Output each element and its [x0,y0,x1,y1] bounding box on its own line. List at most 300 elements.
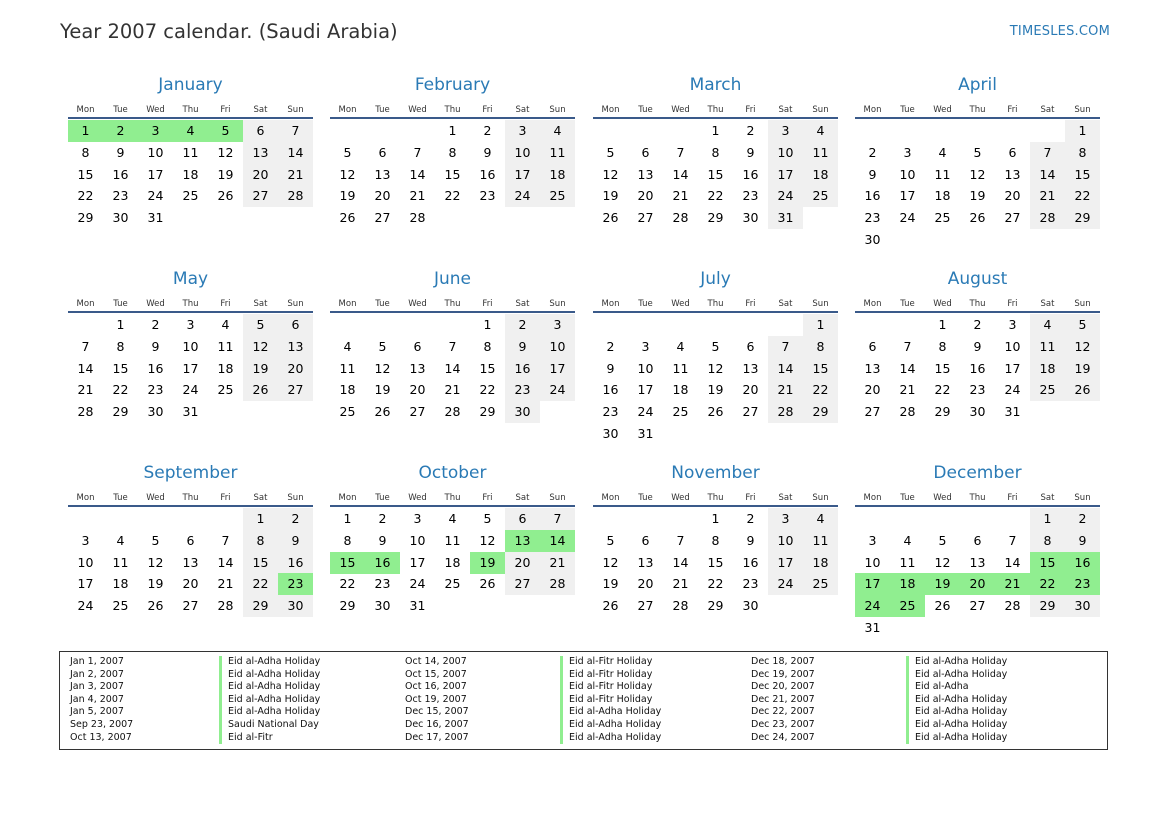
day-cell: 21 [672,576,689,592]
day-cell: 16 [112,166,129,182]
weekday-label: Thu [444,299,461,309]
weekday-label: Mon [76,105,95,115]
day-cell: 16 [969,360,986,376]
day-grid [330,508,575,648]
weekday-label: Fri [220,105,231,115]
day-cell: 31 [1004,404,1021,420]
day-cell: 22 [934,382,951,398]
day-cell: 17 [768,164,803,186]
day-cell: 11 [182,144,199,160]
day-cell: 2 [868,144,877,160]
day-cell: 26 [374,404,391,420]
day-cell: 29 [243,595,278,617]
legend-date: Dec 22, 2007 [751,706,815,718]
day-cell: 6 [868,338,877,354]
day-cell: 4 [448,511,457,526]
weekday-label: Tue [638,105,653,115]
weekday-label: Tue [113,299,128,309]
page-title: Year 2007 calendar. (Saudi Arabia) [60,20,398,43]
day-cell: 22 [803,379,838,401]
day-grid [330,120,575,260]
day-cell: 26 [217,188,234,204]
day-cell: 4 [803,120,838,142]
legend-date: Oct 13, 2007 [70,731,132,743]
day-cell: 14 [217,554,234,570]
weekday-label: Mon [863,299,882,309]
weekday-label: Tue [900,493,915,503]
day-cell: 24 [505,185,540,207]
day-cell: 8 [116,338,125,354]
holiday-day-cell: 19 [925,573,960,595]
day-cell: 9 [378,532,387,548]
day-cell: 9 [868,166,877,182]
weekday-label: Tue [900,299,915,309]
day-cell: 10 [637,360,654,376]
day-cell: 27 [742,404,759,420]
day-cell: 31 [864,620,881,635]
weekday-label: Wed [408,299,427,309]
holiday-day-cell: 1 [68,120,103,142]
weekday-label: Mon [601,493,620,503]
day-cell: 5 [343,144,352,160]
day-cell: 22 [707,188,724,204]
day-cell: 14 [409,166,426,182]
legend-holiday-name: Eid al-Adha Holiday [219,694,320,707]
day-cell: 19 [339,188,356,204]
day-cell: 27 [864,404,881,420]
day-cell: 11 [444,532,461,548]
day-cell: 5 [1065,314,1100,336]
weekday-header [593,291,838,311]
day-cell: 6 [641,144,650,160]
day-grid [593,120,838,260]
day-grid [68,508,313,648]
weekday-label: Tue [113,105,128,115]
day-cell: 22 [243,573,278,595]
day-cell: 23 [742,576,759,592]
day-cell: 15 [444,166,461,182]
legend-holiday-name: Eid al-Adha Holiday [219,706,320,719]
weekday-label: Sat [778,493,793,503]
day-grid [593,314,838,454]
day-cell: 11 [803,530,838,552]
day-cell: 12 [934,554,951,570]
day-cell: 26 [934,598,951,614]
day-cell: 8 [343,532,352,548]
day-cell: 9 [746,144,755,160]
weekday-label: Mon [863,493,882,503]
legend-date: Jan 4, 2007 [70,693,124,705]
day-cell: 8 [448,144,457,160]
day-cell: 23 [602,404,619,420]
day-cell: 5 [973,144,982,160]
month-name: September [143,463,238,483]
day-cell: 28 [540,573,575,595]
day-cell: 3 [413,511,422,526]
weekday-header [330,97,575,117]
legend-holiday-name: Eid al-Adha Holiday [906,719,1007,732]
weekday-label: Sat [515,493,530,503]
day-cell: 13 [1004,166,1021,182]
month-may [68,267,313,454]
day-cell: 28 [217,598,234,614]
day-cell: 17 [77,576,94,592]
day-cell: 14 [77,360,94,376]
day-cell: 9 [483,144,492,160]
day-cell: 18 [444,554,461,570]
weekday-label: Fri [1007,299,1018,309]
legend-date: Dec 23, 2007 [751,719,815,730]
day-cell: 13 [374,166,391,182]
day-cell: 1 [711,123,720,138]
day-cell: 20 [409,382,426,398]
day-cell: 29 [707,210,724,226]
day-cell: 20 [243,164,278,186]
weekday-header [855,291,1100,311]
day-cell: 7 [768,336,803,358]
weekday-label: Thu [969,493,986,503]
day-cell: 23 [864,210,881,226]
legend-holiday-name: Eid al-Adha Holiday [906,732,1007,745]
day-cell: 16 [505,358,540,380]
day-cell: 5 [938,532,947,548]
day-cell: 18 [803,552,838,574]
day-cell: 1 [938,317,947,332]
day-cell: 19 [602,576,619,592]
holiday-day-cell: 22 [1030,573,1065,595]
legend-holiday-name: Eid al-Fitr Holiday [560,694,652,707]
weekday-header [855,485,1100,505]
day-cell: 1 [448,123,457,138]
month-january [68,73,313,260]
holiday-day-cell: 24 [855,595,890,617]
legend-holiday-name: Eid al-Adha Holiday [560,719,661,732]
day-cell: 13 [243,142,278,164]
day-cell: 10 [409,532,426,548]
day-cell: 16 [742,166,759,182]
day-cell: 11 [672,360,689,376]
day-cell: 6 [746,338,755,354]
day-cell: 20 [742,382,759,398]
day-cell: 27 [505,573,540,595]
weekday-label: Mon [601,105,620,115]
weekday-label: Thu [707,299,724,309]
day-cell: 2 [1065,508,1100,530]
day-cell: 13 [278,336,313,358]
weekday-label: Thu [444,493,461,503]
legend-holiday-name: Eid al-Adha Holiday [906,706,1007,719]
day-cell: 29 [934,404,951,420]
day-cell: 22 [77,188,94,204]
day-cell: 30 [742,598,759,614]
day-cell: 7 [1030,142,1065,164]
day-cell: 9 [151,338,160,354]
day-cell: 6 [1008,144,1017,160]
day-cell: 11 [540,142,575,164]
day-cell: 4 [116,532,125,548]
day-cell: 14 [672,166,689,182]
day-cell: 26 [147,598,164,614]
day-cell: 6 [243,120,278,142]
legend-date: Jan 3, 2007 [70,681,124,693]
day-cell: 27 [637,210,654,226]
day-cell: 25 [934,210,951,226]
day-cell: 8 [483,338,492,354]
day-cell: 17 [637,382,654,398]
weekday-label: Thu [182,105,199,115]
day-cell: 30 [112,210,129,226]
day-cell: 23 [742,188,759,204]
day-cell: 30 [864,232,881,247]
day-cell: 6 [378,144,387,160]
weekday-label: Wed [671,105,690,115]
day-cell: 16 [278,552,313,574]
day-cell: 29 [803,401,838,423]
day-cell: 13 [637,166,654,182]
holiday-day-cell: 18 [890,573,925,595]
day-cell: 3 [768,120,803,142]
day-cell: 29 [707,598,724,614]
day-cell: 17 [899,188,916,204]
weekday-label: Sun [287,493,304,503]
weekday-label: Wed [671,299,690,309]
day-cell: 17 [768,552,803,574]
day-cell: 22 [112,382,129,398]
day-cell: 18 [934,188,951,204]
day-cell: 6 [186,532,195,548]
weekday-label: Tue [375,299,390,309]
day-cell: 7 [676,144,685,160]
day-cell: 13 [637,554,654,570]
legend-date: Jan 5, 2007 [70,706,124,718]
day-cell: 26 [707,404,724,420]
day-cell: 29 [339,598,356,614]
day-cell: 8 [243,530,278,552]
day-cell: 15 [77,166,94,182]
month-november [593,461,838,648]
legend-date: Oct 19, 2007 [405,693,467,705]
day-cell: 29 [1030,595,1065,617]
day-cell: 17 [540,358,575,380]
day-cell: 14 [278,142,313,164]
day-cell: 2 [606,338,615,354]
day-cell: 10 [1004,338,1021,354]
holiday-day-cell: 13 [505,530,540,552]
day-cell: 5 [483,511,492,526]
day-cell: 21 [672,188,689,204]
legend-date: Dec 19, 2007 [751,668,815,680]
day-cell: 13 [182,554,199,570]
day-cell: 10 [147,144,164,160]
holiday-day-cell: 25 [890,595,925,617]
day-cell: 8 [938,338,947,354]
weekday-label: Sun [812,299,829,309]
weekday-label: Thu [182,299,199,309]
day-cell: 3 [540,314,575,336]
day-cell: 1 [803,314,838,336]
weekday-label: Tue [375,105,390,115]
legend-holiday-name: Eid al-Adha Holiday [906,656,1007,669]
day-cell: 18 [217,360,234,376]
day-cell: 23 [112,188,129,204]
weekday-label: Tue [638,493,653,503]
day-cell: 27 [969,598,986,614]
holiday-day-cell: 16 [365,552,400,574]
day-cell: 27 [182,598,199,614]
day-cell: 14 [768,358,803,380]
day-cell: 9 [746,532,755,548]
weekday-label: Mon [338,299,357,309]
day-cell: 19 [707,382,724,398]
month-april [855,73,1100,260]
day-cell: 14 [1004,554,1021,570]
weekday-label: Wed [933,493,952,503]
day-cell: 29 [1065,207,1100,229]
weekday-label: Sat [253,493,268,503]
legend-date: Sep 23, 2007 [70,719,134,730]
day-cell: 12 [602,554,619,570]
day-cell: 11 [217,338,234,354]
weekday-label: Wed [146,299,165,309]
legend-holiday-name: Eid al-Adha Holiday [219,656,320,669]
day-cell: 19 [602,188,619,204]
day-cell: 3 [903,144,912,160]
weekday-label: Sat [1040,299,1055,309]
day-cell: 6 [973,532,982,548]
day-cell: 7 [1008,532,1017,548]
day-cell: 8 [81,144,90,160]
day-cell: 15 [1065,164,1100,186]
day-cell: 22 [479,382,496,398]
weekday-header [330,485,575,505]
day-cell: 4 [938,144,947,160]
weekday-header [68,97,313,117]
day-cell: 28 [444,404,461,420]
day-cell: 5 [243,314,278,336]
weekday-label: Thu [969,105,986,115]
weekday-label: Sat [253,105,268,115]
day-cell: 15 [803,358,838,380]
day-cell: 26 [339,210,356,226]
day-cell: 16 [479,166,496,182]
weekday-label: Sun [812,105,829,115]
weekday-label: Mon [76,299,95,309]
day-cell: 7 [413,144,422,160]
holiday-day-cell: 21 [995,573,1030,595]
day-cell: 4 [676,338,685,354]
day-cell: 26 [1065,379,1100,401]
day-cell: 18 [339,382,356,398]
day-cell: 22 [444,188,461,204]
day-cell: 24 [637,404,654,420]
day-cell: 7 [676,532,685,548]
site-link[interactable]: TIMESLES.COM [1009,24,1110,39]
day-cell: 1 [483,317,492,332]
day-cell: 30 [742,210,759,226]
legend-holiday-name: Eid al-Adha [906,681,969,694]
legend-holiday-name: Eid al-Adha Holiday [906,669,1007,682]
day-cell: 15 [112,360,129,376]
day-cell: 7 [448,338,457,354]
legend-holiday-name: Eid al-Adha Holiday [560,732,661,745]
day-cell: 17 [182,360,199,376]
legend-holiday-name: Eid al-Fitr Holiday [560,681,652,694]
day-cell: 24 [768,185,803,207]
day-cell: 25 [672,404,689,420]
day-cell: 25 [339,404,356,420]
month-name: October [418,463,487,483]
day-cell: 5 [151,532,160,548]
day-cell: 28 [278,185,313,207]
day-cell: 26 [602,210,619,226]
weekday-label: Tue [900,105,915,115]
holiday-legend [59,651,1108,750]
day-cell: 12 [479,532,496,548]
weekday-label: Mon [338,493,357,503]
day-grid [68,314,313,454]
day-cell: 30 [374,598,391,614]
month-name: April [958,75,997,95]
day-cell: 13 [742,360,759,376]
day-cell: 24 [768,573,803,595]
weekday-label: Sat [1040,105,1055,115]
weekday-label: Sat [778,299,793,309]
month-august [855,267,1100,454]
day-cell: 12 [217,144,234,160]
day-cell: 5 [606,532,615,548]
legend-holiday-name: Eid al-Adha Holiday [906,694,1007,707]
month-february [330,73,575,260]
day-grid [855,508,1100,648]
day-cell: 10 [864,554,881,570]
day-cell: 14 [444,360,461,376]
legend-holiday-name: Eid al-Adha Holiday [219,669,320,682]
day-cell: 13 [409,360,426,376]
weekday-label: Wed [408,493,427,503]
day-cell: 2 [483,123,492,138]
day-grid [855,120,1100,260]
day-cell: 20 [278,358,313,380]
day-cell: 3 [1008,317,1017,332]
day-cell: 3 [868,532,877,548]
day-cell: 2 [973,317,982,332]
legend-holiday-name: Eid al-Fitr Holiday [560,669,652,682]
holiday-day-cell: 23 [278,573,313,595]
legend-date: Oct 16, 2007 [405,681,467,693]
day-cell: 1 [116,317,125,332]
day-cell: 5 [378,338,387,354]
day-cell: 28 [409,210,426,226]
day-cell: 6 [641,532,650,548]
legend-holiday-name: Eid al-Adha Holiday [560,706,661,719]
day-cell: 12 [374,360,391,376]
day-cell: 23 [969,382,986,398]
month-name: July [700,269,731,289]
day-cell: 13 [969,554,986,570]
day-cell: 2 [378,511,387,526]
day-cell: 4 [540,120,575,142]
day-cell: 14 [672,554,689,570]
day-cell: 31 [637,426,654,441]
day-cell: 20 [1004,188,1021,204]
weekday-header [593,97,838,117]
day-cell: 20 [864,382,881,398]
weekday-header [593,485,838,505]
day-cell: 15 [479,360,496,376]
weekday-label: Wed [146,105,165,115]
day-cell: 19 [1065,358,1100,380]
day-cell: 4 [343,338,352,354]
